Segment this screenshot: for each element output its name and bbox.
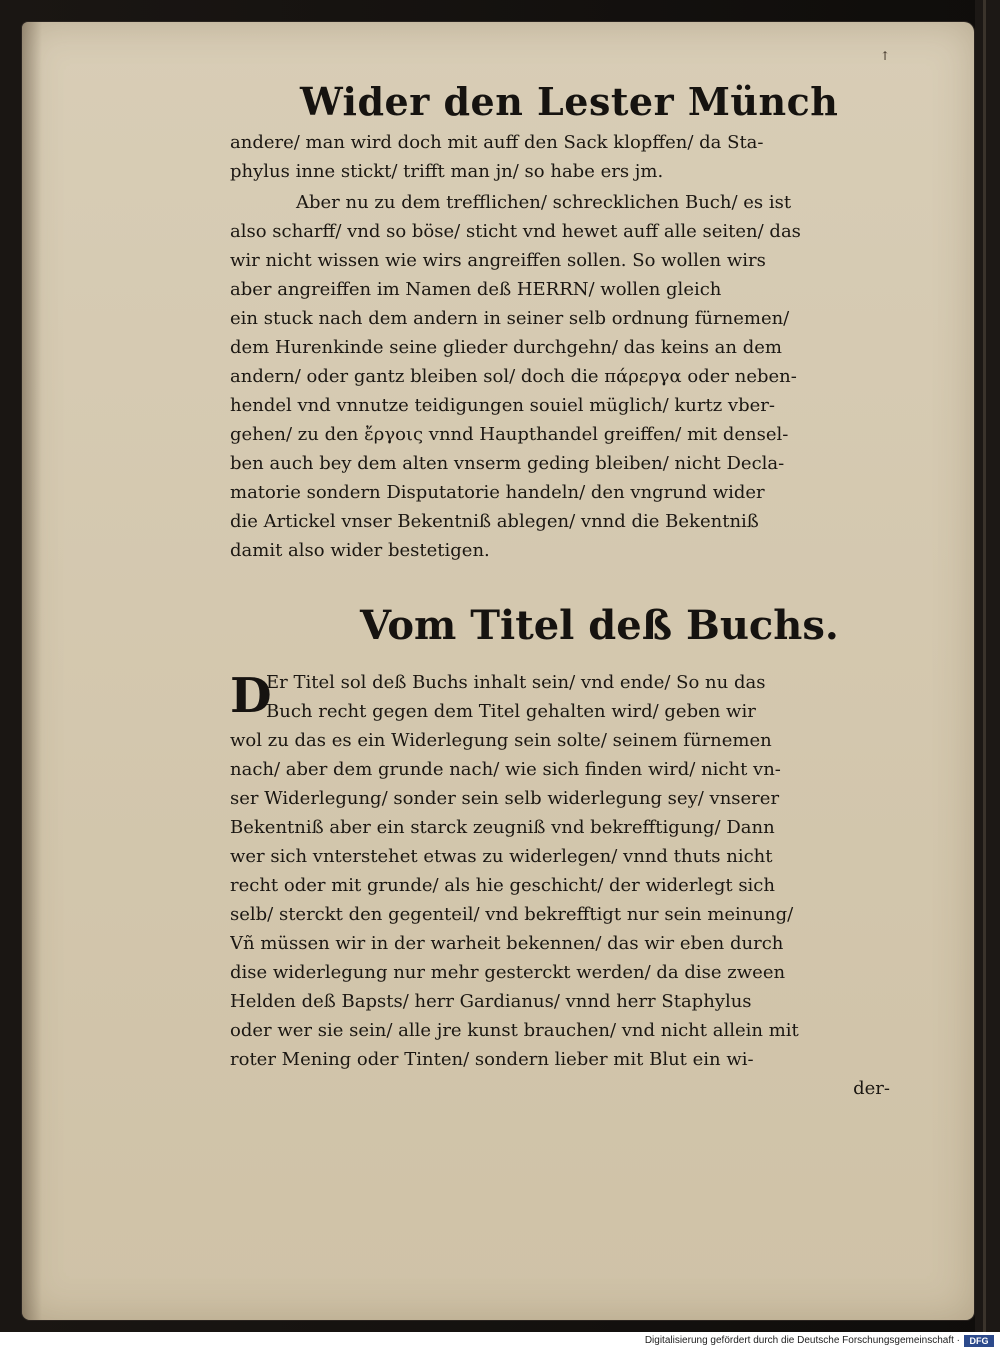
text-line: Bekentniß aber ein starck zeugniß vnd bekrefftigung/ Dann [230, 817, 775, 838]
text-line: damit also wider bestetigen. [230, 540, 490, 561]
text-line: andern/ oder gantz bleiben sol/ doch die πάρεργα oder neben- [230, 366, 797, 387]
text-line: Buch recht gegen dem Titel gehalten wird/ geben wir [266, 701, 756, 722]
text-line: wol zu das es ein Widerlegung sein solte/ seinem fürnemen [230, 730, 772, 751]
text-line: dise widerlegung nur mehr gesterckt werden/ da dise zween [230, 962, 786, 983]
text-line: ein stuck nach dem andern in seiner selb ordnung fürnemen/ [230, 308, 790, 329]
text-line: nach/ aber dem grunde nach/ wie sich finden wird/ nicht vn- [230, 759, 781, 780]
page-mark-icon: ↑ [880, 49, 891, 63]
funding-credit: Digitalisierung gefördert durch die Deutsche Forschungsgemeinschaft · [644, 1335, 960, 1346]
text-line: Er Titel sol deß Buchs inhalt sein/ vnd ende/ So nu das [266, 672, 766, 693]
paragraph-main [230, 188, 890, 565]
paragraph-section [230, 668, 890, 1103]
text-line: phylus inne stickt/ trifft man jn/ so habe ers jm. [230, 161, 664, 182]
text-line: wir nicht wissen wie wirs angreiffen sollen. So wollen wirs [230, 250, 766, 271]
text-line: ben auch bey dem alten vnserm geding bleiben/ nicht Decla- [230, 453, 785, 474]
text-line: recht oder mit grunde/ als hie geschicht/ der widerlegt sich [230, 875, 775, 896]
text-line: hendel vnd vnnutze teidigungen souiel müglich/ kurtz vber- [230, 395, 775, 416]
text-line: Aber nu zu dem trefflichen/ schrecklichen Buch/ es ist [296, 192, 792, 213]
text-line: matorie sondern Disputatorie handeln/ den vngrund wider [230, 482, 765, 503]
text-line: roter Mening oder Tinten/ sondern lieber mit Blut ein wi- [230, 1049, 754, 1070]
paragraph-continuation [230, 128, 890, 186]
dfg-logo: DFG [964, 1335, 994, 1347]
page-gutter-shadow [22, 22, 42, 1320]
running-head: Wider den Lester Münch [300, 79, 839, 124]
scan-edge-strip [975, 0, 1000, 1332]
text-line: dem Hurenkinde seine glieder durchgehn/ das keins an dem [230, 337, 782, 358]
text-line: also scharff/ vnd so böse/ sticht vnd hewet auff alle seiten/ das [230, 221, 801, 242]
text-line: die Artickel vnser Bekentniß ablegen/ vnnd die Bekentniß [230, 511, 759, 532]
text-line: andere/ man wird doch mit auff den Sack klopffen/ da Sta- [230, 132, 764, 153]
drop-capital: D [230, 668, 272, 724]
catchword: der- [853, 1078, 890, 1099]
section-title: Vom Titel deß Buchs. [360, 602, 839, 649]
footer-bar [0, 1332, 1000, 1350]
scan-edge-band [983, 0, 986, 1332]
text-line: Vñ müssen wir in der warheit bekennen/ das wir eben durch [230, 933, 784, 954]
text-line: Helden deß Bapsts/ herr Gardianus/ vnnd herr Staphylus [230, 991, 752, 1012]
text-line: gehen/ zu den ἔργοις vnnd Haupthandel greiffen/ mit densel- [230, 424, 789, 445]
text-line: ser Widerlegung/ sonder sein selb widerlegung sey/ vnserer [230, 788, 780, 809]
text-line: oder wer sie sein/ alle jre kunst brauchen/ vnd nicht allein mit [230, 1020, 799, 1041]
text-line: wer sich vnterstehet etwas zu widerlegen/ vnnd thuts nicht [230, 846, 773, 867]
text-line: aber angreiffen im Namen deß HERRN/ wollen gleich [230, 279, 722, 300]
text-line: selb/ sterckt den gegenteil/ vnd bekrefftigt nur sein meinung/ [230, 904, 794, 925]
